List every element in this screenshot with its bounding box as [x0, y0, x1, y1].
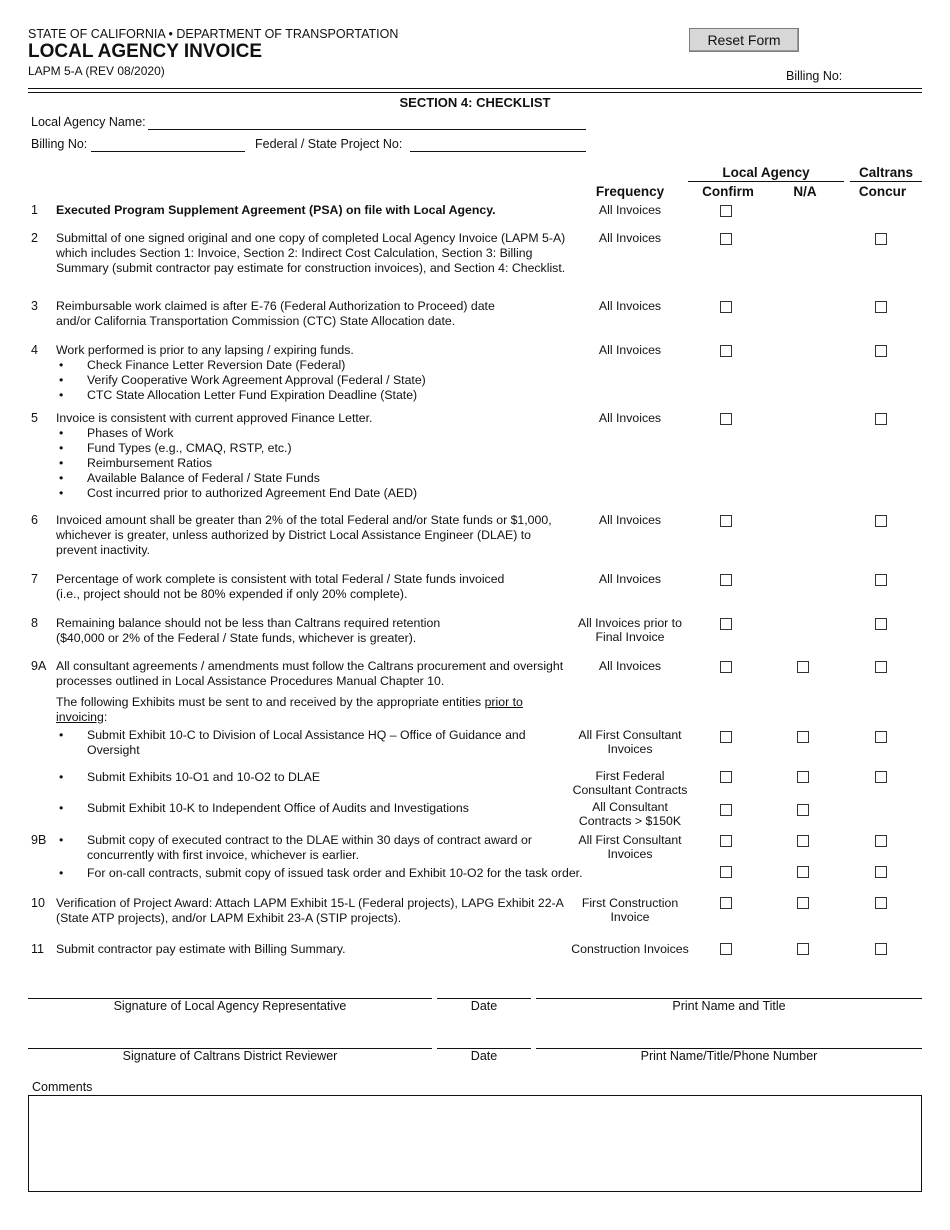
- item-number: 2: [31, 231, 38, 245]
- na-header: N/A: [793, 184, 817, 199]
- bullet-item: • Verify Cooperative Work Agreement Approval (Federal / State): [56, 373, 571, 388]
- bullet-item: • Submit Exhibit 10-K to Independent Office of Audits and Investigations: [56, 801, 571, 816]
- na-checkbox[interactable]: [797, 661, 809, 673]
- reset-form-button[interactable]: Reset Form: [689, 28, 799, 52]
- na-checkbox[interactable]: [797, 731, 809, 743]
- item-text: [56, 866, 586, 881]
- bullet-item: • Check Finance Letter Reversion Date (Federal): [56, 358, 571, 373]
- confirm-header: Confirm: [702, 184, 754, 199]
- billing-no-field[interactable]: [91, 151, 245, 152]
- caltrans-signature-label: Signature of Caltrans District Reviewer: [122, 1049, 338, 1063]
- confirm-checkbox[interactable]: [720, 413, 732, 425]
- concur-checkbox[interactable]: [875, 943, 887, 955]
- item-frequency: All Invoices: [598, 411, 662, 425]
- item-text: Remaining balance should not be less than Caltrans required retention ($40,000 or 2% of the Federal / State funds, whichever is greater).: [56, 616, 441, 645]
- na-checkbox[interactable]: [797, 804, 809, 816]
- item-number: 1: [31, 203, 38, 217]
- bullet-item: • CTC State Allocation Letter Fund Expiration Deadline (State): [56, 388, 571, 403]
- local-agency-rule: [688, 181, 844, 182]
- confirm-checkbox[interactable]: [720, 771, 732, 783]
- item-text: Invoice is consistent with current approved Finance Letter. • Phases of Work • Fund Types (e.g., CMAQ, RSTP, etc.) • Reimbursement Ratios • Available Balance of Federal / State Funds • Cost incurred prior to authorized Agreement End Date (AED): [56, 411, 571, 501]
- item-number: 11: [31, 942, 44, 956]
- caltrans-header: Caltrans: [858, 165, 914, 180]
- na-checkbox[interactable]: [797, 943, 809, 955]
- item-number: 7: [31, 572, 38, 586]
- item-number: 6: [31, 513, 38, 527]
- confirm-checkbox[interactable]: [720, 515, 732, 527]
- item-frequency: All Invoices: [598, 513, 662, 527]
- comments-label: Comments: [32, 1080, 93, 1094]
- na-checkbox[interactable]: [797, 866, 809, 878]
- item-number: 8: [31, 616, 38, 630]
- bullet-item: • Fund Types (e.g., CMAQ, RSTP, etc.): [56, 441, 571, 456]
- confirm-checkbox[interactable]: [720, 661, 732, 673]
- item-text: [56, 833, 571, 863]
- project-no-field[interactable]: [410, 151, 586, 152]
- comments-field[interactable]: [28, 1095, 922, 1192]
- local-agency-name-field[interactable]: [148, 129, 586, 130]
- concur-checkbox[interactable]: [875, 618, 887, 630]
- bullet-item: • Available Balance of Federal / State Funds: [56, 471, 571, 486]
- item-frequency: All Invoices: [598, 343, 662, 357]
- item-text: Work performed is prior to any lapsing / expiring funds. • Check Finance Letter Reversion Date (Federal) • Verify Cooperative Work Agreement Approval (Federal / State) • CTC State Allocation Letter Fund Expiration Deadline (State): [56, 343, 571, 403]
- item-number: 10: [31, 896, 45, 910]
- item-number: 9A: [31, 659, 47, 673]
- concur-checkbox[interactable]: [875, 413, 887, 425]
- na-checkbox[interactable]: [797, 835, 809, 847]
- concur-checkbox[interactable]: [875, 835, 887, 847]
- concur-checkbox[interactable]: [875, 731, 887, 743]
- concur-checkbox[interactable]: [875, 233, 887, 245]
- header-rule: [28, 88, 922, 89]
- confirm-checkbox[interactable]: [720, 943, 732, 955]
- exhibits-intro: The following Exhibits must be sent to and received by the appropriate entities prior to invoicing:: [56, 695, 523, 724]
- confirm-checkbox[interactable]: [720, 835, 732, 847]
- bullet-item: • Reimbursement Ratios: [56, 456, 571, 471]
- bullet-item: • Cost incurred prior to authorized Agreement End Date (AED): [56, 486, 571, 501]
- item-text: [56, 801, 571, 816]
- concur-checkbox[interactable]: [875, 771, 887, 783]
- item-frequency: First Construction Invoice: [581, 896, 679, 924]
- item-text: Submittal of one signed original and one copy of completed Local Agency Invoice (LAPM 5-A) which includes Section 1: Invoice, Section 2: Indirect Cost Calculation, Section 3: Billing Summary (submit contractor pay estimate for construction invoices), and Section 4: Checklist.: [56, 231, 566, 275]
- item-frequency: All Invoices prior to Final Invoice: [578, 616, 682, 644]
- item-frequency: First Federal Consultant Contracts: [572, 769, 688, 797]
- print-name-phone-label: Print Name/Title/Phone Number: [640, 1049, 818, 1063]
- concur-checkbox[interactable]: [875, 301, 887, 313]
- item-frequency: All Invoices: [598, 659, 662, 673]
- na-checkbox[interactable]: [797, 897, 809, 909]
- item-text: [56, 770, 571, 785]
- agency-name: STATE OF CALIFORNIA • DEPARTMENT OF TRANSPORTATION: [28, 27, 399, 41]
- confirm-checkbox[interactable]: [720, 345, 732, 357]
- billing-no-label-top: Billing No:: [786, 69, 843, 83]
- concur-checkbox[interactable]: [875, 661, 887, 673]
- concur-header: Concur: [858, 184, 907, 199]
- project-no-label: Federal / State Project No:: [255, 137, 403, 151]
- item-text: Reimbursable work claimed is after E-76 (Federal Authorization to Proceed) date and/or California Transportation Commission (CTC) State Allocation date.: [56, 299, 495, 328]
- concur-checkbox[interactable]: [875, 515, 887, 527]
- confirm-checkbox[interactable]: [720, 574, 732, 586]
- item-text: All consultant agreements / amendments must follow the Caltrans procurement and oversight processes outlined in Local Assistance Procedures Manual Chapter 10.: [56, 659, 564, 688]
- local-agency-name-label: Local Agency Name:: [31, 115, 146, 129]
- confirm-checkbox[interactable]: [720, 804, 732, 816]
- confirm-checkbox[interactable]: [720, 301, 732, 313]
- concur-checkbox[interactable]: [875, 345, 887, 357]
- confirm-checkbox[interactable]: [720, 897, 732, 909]
- concur-checkbox[interactable]: [875, 866, 887, 878]
- na-checkbox[interactable]: [797, 771, 809, 783]
- billing-no-label: Billing No:: [31, 137, 88, 151]
- item-text: Verification of Project Award: Attach LAPM Exhibit 15-L (Federal projects), LAPG Exhibit 22-A (State ATP projects), and/or LAPM Exhibit 23-A (STIP projects).: [56, 896, 564, 925]
- confirm-checkbox[interactable]: [720, 731, 732, 743]
- item-text: Executed Program Supplement Agreement (PSA) on file with Local Agency.: [56, 203, 496, 217]
- caltrans-rule: [850, 181, 922, 182]
- confirm-checkbox[interactable]: [720, 205, 732, 217]
- frequency-header: Frequency: [595, 184, 665, 199]
- concur-checkbox[interactable]: [875, 574, 887, 586]
- item-number: 5: [31, 411, 38, 425]
- item-number: 9B: [31, 833, 47, 847]
- local-signature-label: Signature of Local Agency Representative: [113, 999, 347, 1013]
- item-text: Percentage of work complete is consistent with total Federal / State funds invoiced (i.e., project should not be 80% expended if only 20% complete).: [56, 572, 505, 601]
- item-frequency: All Invoices: [598, 299, 662, 313]
- item-frequency: All First Consultant Invoices: [578, 833, 682, 861]
- item-frequency: All First Consultant Invoices: [578, 728, 682, 756]
- header-rule: [28, 92, 922, 93]
- item-number: 4: [31, 343, 38, 357]
- concur-checkbox[interactable]: [875, 897, 887, 909]
- bullet-item: • Submit Exhibits 10-O1 and 10-O2 to DLAE: [56, 770, 571, 785]
- item-text: [56, 728, 571, 758]
- item-number: 3: [31, 299, 38, 313]
- item-frequency: All Invoices: [598, 572, 662, 586]
- confirm-checkbox[interactable]: [720, 233, 732, 245]
- item-text: Invoiced amount shall be greater than 2% of the total Federal and/or State funds or $1,000, whichever is greater, unless authorized by District Local Assistance Engineer (DLAE) to prevent inactivity.: [56, 513, 552, 557]
- form-number: LAPM 5-A (REV 08/2020): [28, 64, 165, 78]
- bullet-item: • Submit Exhibit 10-C to Division of Local Assistance HQ – Office of Guidance and Oversight: [56, 728, 571, 758]
- confirm-checkbox[interactable]: [720, 618, 732, 630]
- date-label: Date: [470, 1049, 498, 1063]
- item-frequency: All Invoices: [598, 231, 662, 245]
- date-label: Date: [470, 999, 498, 1013]
- print-name-label: Print Name and Title: [672, 999, 786, 1013]
- section-title: SECTION 4: CHECKLIST: [399, 95, 551, 110]
- bullet-item: • Submit copy of executed contract to the DLAE within 30 days of contract award or concurrently with first invoice, whichever is earlier.: [56, 833, 571, 863]
- item-frequency: All Invoices: [598, 203, 662, 217]
- bullet-item: • Phases of Work: [56, 426, 571, 441]
- local-agency-header: Local Agency: [722, 165, 810, 180]
- item-frequency: Construction Invoices: [571, 942, 689, 956]
- bullet-item: • For on-call contracts, submit copy of issued task order and Exhibit 10-O2 for the task order.: [56, 866, 586, 881]
- confirm-checkbox[interactable]: [720, 866, 732, 878]
- item-text: Submit contractor pay estimate with Billing Summary.: [56, 942, 346, 956]
- form-title: LOCAL AGENCY INVOICE: [28, 41, 263, 62]
- item-frequency: All Consultant Contracts > $150K: [578, 800, 682, 828]
